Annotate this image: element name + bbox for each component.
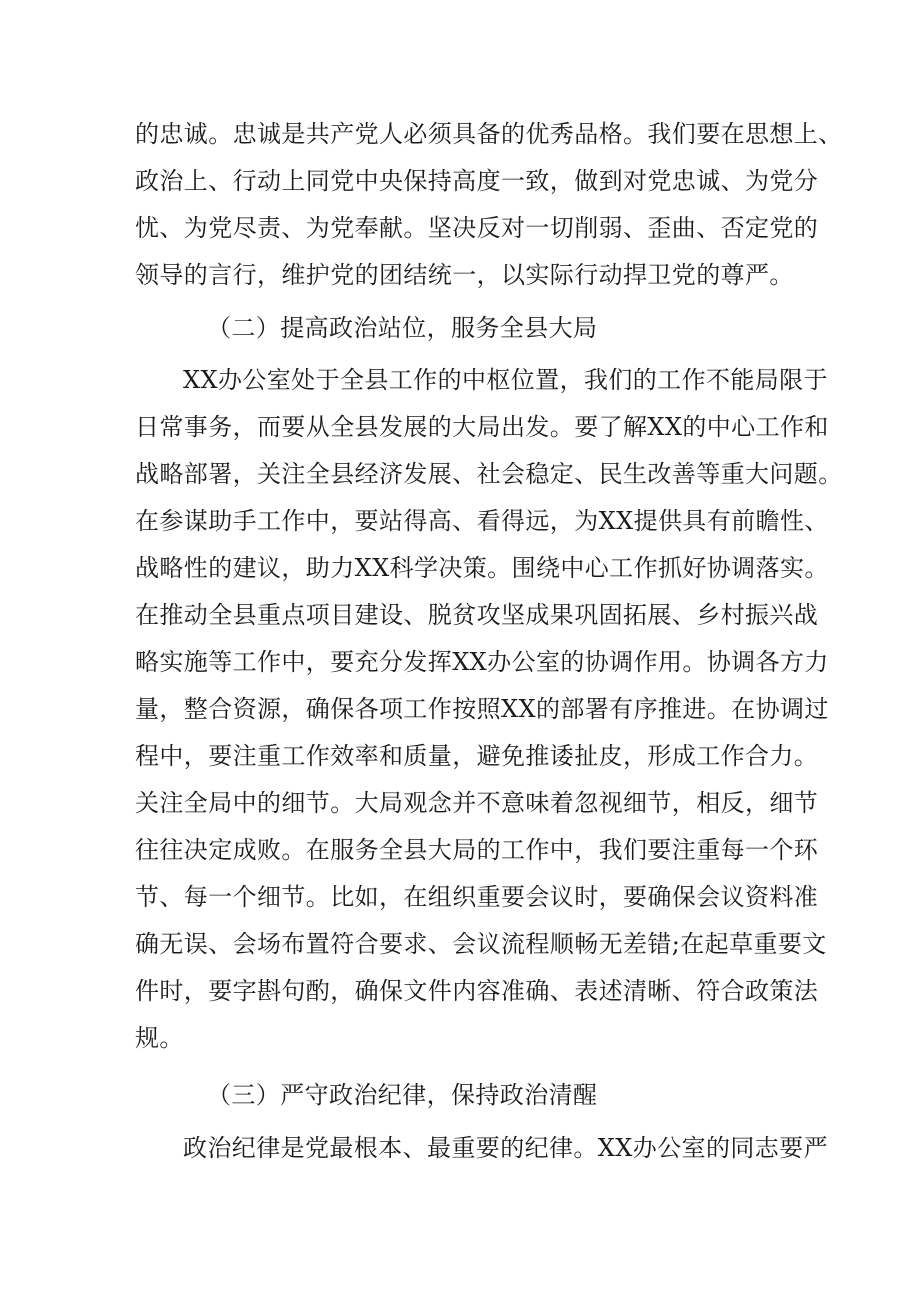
section-heading-3: （三）严守政治纪律，保持政治清醒 (207, 1081, 598, 1109)
section-heading-2: （二）提高政治站位，服务全县大局 (207, 314, 598, 342)
body-text-line: XX办公室处于全县工作的中枢位置，我们的工作不能局限于 (183, 366, 828, 394)
body-text-line: 关注全局中的细节。大局观念并不意味着忽视细节，相反，细节 (135, 789, 819, 817)
body-text-line: 节、每一个细节。比如，在组织重要会议时，要确保会议资料准 (135, 883, 819, 911)
body-text-line: 往往决定成败。在服务全县大局的工作中，我们要注重每一个环 (135, 836, 819, 864)
body-text-line: 在参谋助手工作中，要站得高、看得远，为XX提供具有前瞻性、 (135, 507, 829, 535)
body-text-line: 规。 (135, 1024, 184, 1052)
body-text-line: 的忠诚。忠诚是共产党人必须具备的优秀品格。我们要在思想上、 (135, 120, 843, 148)
body-text-line: 政治纪律是党最根本、最重要的纪律。XX办公室的同志要严 (183, 1134, 828, 1162)
body-text-line: 量，整合资源，确保各项工作按照XX的部署有序推进。在协调过 (135, 695, 829, 723)
body-text-line: 战略部署，关注全县经济发展、社会稳定、民生改善等重大问题。 (135, 460, 843, 488)
body-text-line: 在推动全县重点项目建设、脱贫攻坚成果巩固拓展、乡村振兴战 (135, 601, 819, 629)
body-text-line: 领导的言行，维护党的团结统一，以实际行动捍卫党的尊严。 (135, 261, 794, 289)
body-text-line: 日常事务，而要从全县发展的大局出发。要了解XX的中心工作和 (135, 413, 829, 441)
body-text-line: 确无误、会场布置符合要求、会议流程顺畅无差错;在起草重要文 (135, 930, 827, 958)
body-text-line: 战略性的建议，助力XX科学决策。围绕中心工作抓好协调落实。 (135, 554, 829, 582)
body-text-line: 忧、为党尽责、为党奉献。坚决反对一切削弱、歪曲、否定党的 (135, 214, 819, 242)
body-text-line: 略实施等工作中，要充分发挥XX办公室的协调作用。协调各方力 (135, 648, 829, 676)
body-text-line: 程中，要注重工作效率和质量，避免推诿扯皮，形成工作合力。 (135, 742, 819, 770)
body-text-line: 件时，要字斟句酌，确保文件内容准确、表述清晰、符合政策法 (135, 977, 819, 1005)
body-text-line: 政治上、行动上同党中央保持高度一致，做到对党忠诚、为党分 (135, 167, 819, 195)
